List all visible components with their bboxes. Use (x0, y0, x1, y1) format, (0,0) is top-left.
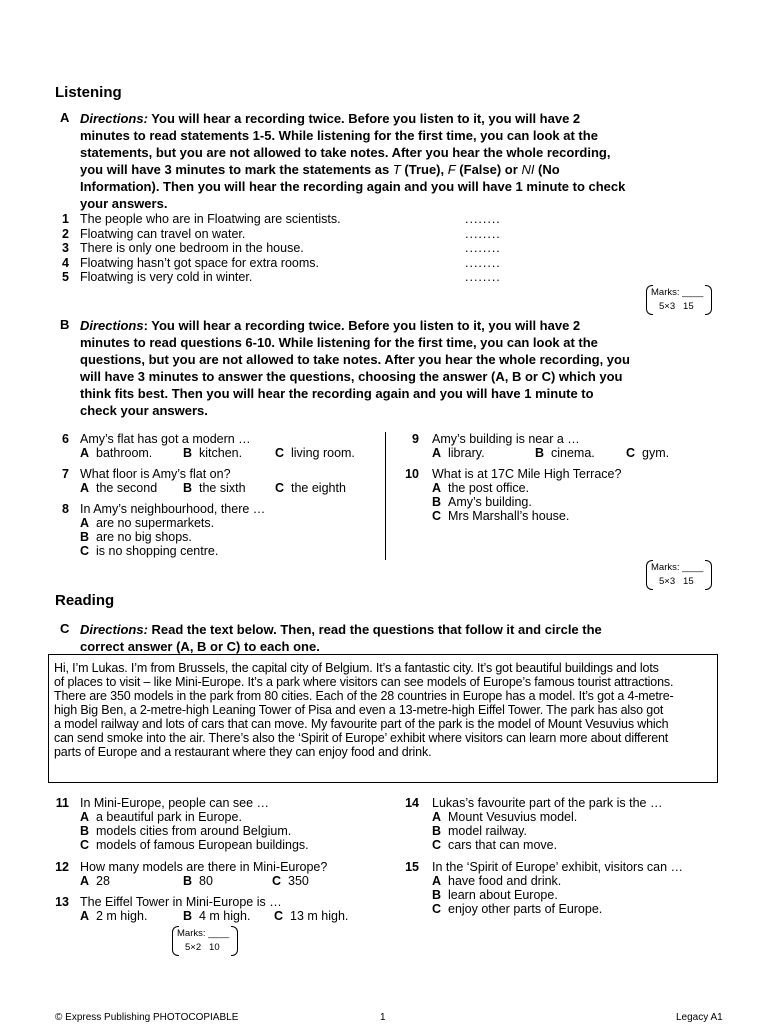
passage-line: parts of Europe and a restaurant where they can enjoy food and drink. (54, 745, 432, 759)
statement-row: 3 There is only one bedroom in the house. ........ (62, 241, 501, 255)
option-c[interactable]: C the eighth (275, 481, 346, 495)
passage-line: of places to visit – like Mini-Europe. It’s a park where visitors can see models of Europe’s famous tourist attractions. (54, 675, 674, 689)
statement-row: 5 Floatwing is very cold in winter. ........ (62, 270, 501, 284)
listening-heading: Listening (55, 84, 122, 101)
directions-label: Directions (80, 318, 144, 333)
option-b[interactable]: B models cities from around Belgium. (80, 824, 292, 838)
answer-blank[interactable]: ........ (465, 226, 501, 241)
directions-label: Directions: (80, 111, 148, 126)
footer-edition: Legacy A1 (676, 1012, 723, 1023)
marks-blank[interactable]: ____ (682, 562, 704, 573)
reading-passage (48, 654, 718, 783)
option-b[interactable]: B model railway. (432, 824, 527, 838)
section-c-letter: C (60, 621, 70, 636)
footer-copyright: © Express Publishing PHOTOCOPIABLE (55, 1012, 239, 1023)
answer-blank[interactable]: ........ (465, 255, 501, 270)
marks-blank[interactable]: ____ (682, 287, 704, 298)
marks-blank[interactable]: ____ (208, 928, 230, 939)
directions-label: Directions: (80, 622, 148, 637)
option-a[interactable]: A have food and drink. (432, 874, 562, 888)
option-b[interactable]: B cinema. (535, 446, 595, 460)
statements-list (55, 212, 555, 285)
option-c[interactable]: C cars that can move. (432, 838, 558, 852)
option-a[interactable]: A are no supermarkets. (80, 516, 215, 530)
answer-blank[interactable]: ........ (465, 241, 501, 255)
reading-heading: Reading (55, 592, 115, 609)
statement-row: 1 The people who are in Floatwing are scientists. ........ (62, 212, 501, 226)
statement-row: 4 Floatwing hasn’t got space for extra rooms. ........ (62, 255, 501, 270)
option-b[interactable]: B kitchen. (183, 446, 243, 460)
statement-row: 2 Floatwing can travel on water. ........ (62, 226, 501, 241)
option-a[interactable]: A 2 m high. (80, 909, 148, 923)
marks-box-a: Marks: ____ 5×3 15 (646, 285, 712, 315)
option-c[interactable]: C is no shopping centre. (80, 544, 219, 558)
section-b-directions: Directions: You will hear a recording twice. Before you listen to it, you will have 2 minutes to read questions 6-10. While listening for the first time, you can look at the questions, but you are not allowed to take notes. After you hear the whole recording, you will have 3 minutes to answer the questions, choosing the answer (A, B or C) which you think fits best. Then you will hear the recording again and you will have 1 minute to check your answers. (80, 318, 630, 418)
option-c[interactable]: C living room. (275, 446, 355, 460)
column-divider (385, 432, 386, 560)
section-b-letter: B (60, 317, 70, 332)
passage-line: high Big Ben, a 2-metre-high Leaning Tower of Pisa and even a 13-metre-high Eiffel Tower. The park has also got (54, 703, 664, 717)
option-c[interactable]: C 350 (272, 874, 309, 888)
option-b[interactable]: B 4 m high. (183, 909, 251, 923)
option-a[interactable]: A Mount Vesuvius model. (432, 810, 578, 824)
option-a[interactable]: A the post office. (432, 481, 530, 495)
option-a[interactable]: A 28 (80, 874, 110, 888)
option-a[interactable]: A library. (432, 446, 485, 460)
option-b[interactable]: B Amy’s building. (432, 495, 532, 509)
option-c[interactable]: C Mrs Marshall’s house. (432, 509, 570, 523)
passage-line: a model railway and lots of cars that can move. My favourite part of the park is the model of Mount Vesuvius which (54, 717, 669, 731)
passage-line: Hi, I’m Lukas. I’m from Brussels, the capital city of Belgium. It’s a fantastic city. It’s got beautiful buildings and lots (54, 661, 659, 675)
option-c[interactable]: C 13 m high. (274, 909, 349, 923)
option-a[interactable]: A a beautiful park in Europe. (80, 810, 242, 824)
option-b[interactable]: B the sixth (183, 481, 246, 495)
option-c[interactable]: C models of famous European buildings. (80, 838, 309, 852)
footer-page-number: 1 (380, 1012, 386, 1023)
option-b[interactable]: B 80 (183, 874, 213, 888)
option-c[interactable]: C gym. (626, 446, 670, 460)
passage-line: can send smoke into the air. There’s also the ‘Spirit of Europe’ exhibit where visitors can learn more about different (54, 731, 669, 745)
option-c[interactable]: C enjoy other parts of Europe. (432, 902, 603, 916)
section-a-letter: A (60, 110, 70, 125)
marks-box-b: Marks: ____ 5×3 15 (646, 560, 712, 590)
option-b[interactable]: B are no big shops. (80, 530, 192, 544)
passage-line: There are 350 models in the park from 80 cities. Each of the 28 countries in Europe has a model. It’s got a 4-metre- (54, 689, 674, 703)
answer-blank[interactable]: ........ (465, 270, 501, 284)
option-a[interactable]: A the second (80, 481, 158, 495)
option-b[interactable]: B learn about Europe. (432, 888, 558, 902)
option-a[interactable]: A bathroom. (80, 446, 153, 460)
marks-box-c: Marks: ____ 5×2 10 (172, 926, 238, 956)
answer-blank[interactable]: ........ (465, 212, 501, 226)
section-a-directions: Directions: You will hear a recording twice. Before you listen to it, you will have 2 minutes to read statements 1-5. While listening for the first time, you can look at the statements, but you are not allowed to take notes. After you hear the whole recording, you will have 3 minutes to mark the statements as T (True), F (False) or NI (No Information). Then you will hear the recording again and you will have 1 minute to check your answers. (80, 111, 626, 211)
section-c-directions: Directions: Read the text below. Then, read the questions that follow it and circle the correct answer (A, B or C) to each one. (80, 622, 602, 654)
